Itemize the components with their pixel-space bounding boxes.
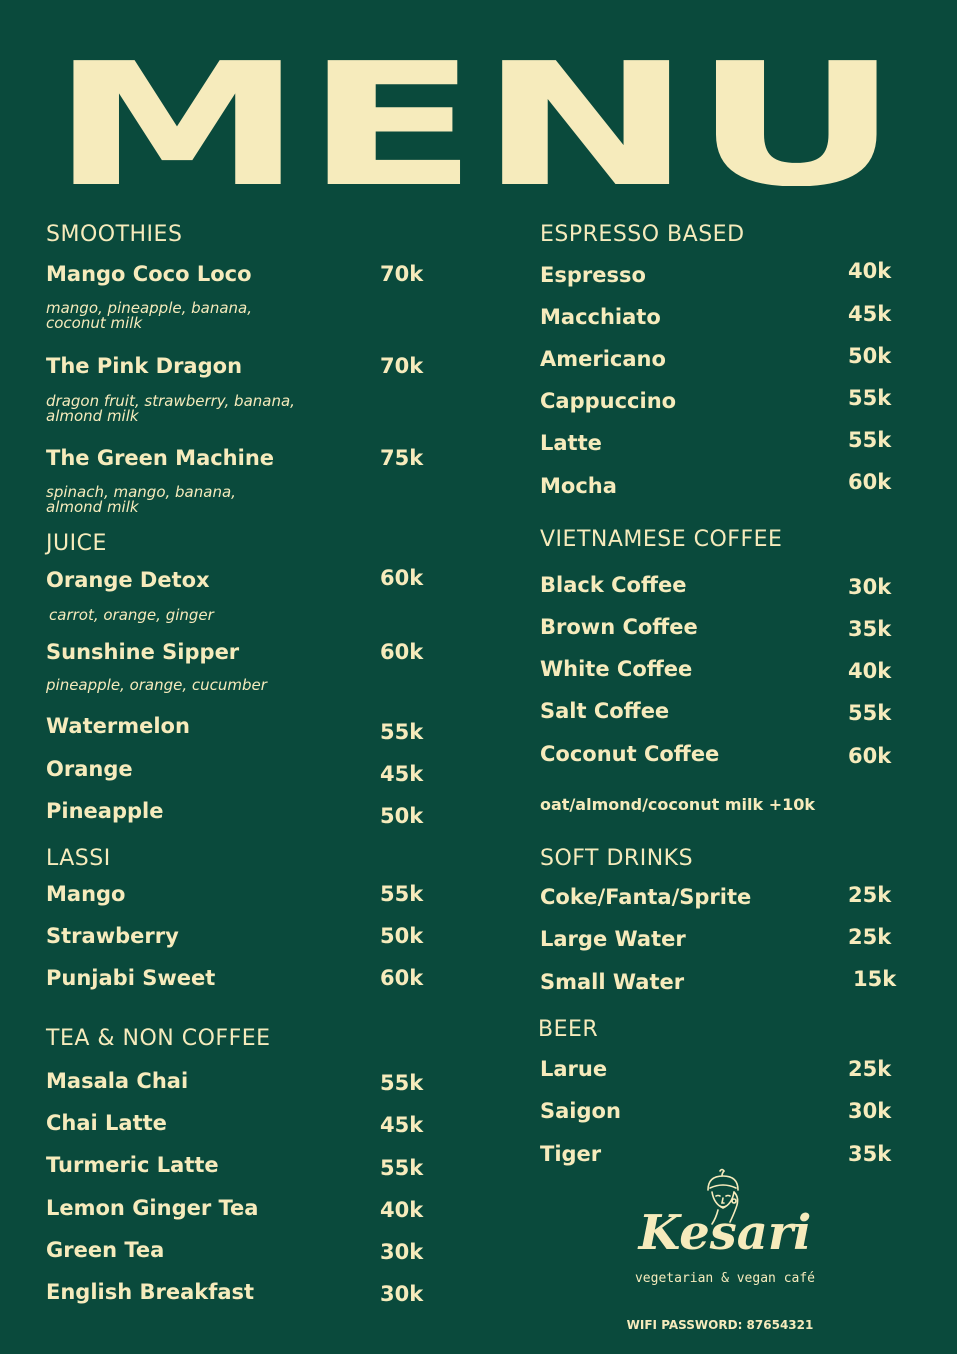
item-name: English Breakfast bbox=[46, 1280, 255, 1304]
brand-tagline: vegetarian & vegan café bbox=[634, 1271, 815, 1286]
item-name: The Pink Dragon bbox=[46, 354, 243, 378]
item-name: Mango Coco Loco bbox=[46, 262, 252, 286]
item-name: Tiger bbox=[540, 1142, 602, 1166]
menu-title-text: MENU bbox=[50, 56, 900, 186]
item-price: 40k bbox=[848, 659, 892, 683]
item-name: Black Coffee bbox=[540, 573, 687, 597]
item-price: 45k bbox=[380, 1113, 424, 1137]
milk-option-note: oat/almond/coconut milk +10k bbox=[540, 795, 816, 814]
item-name: Small Water bbox=[540, 970, 685, 994]
item-name: Sunshine Sipper bbox=[46, 640, 240, 664]
item-name: Coconut Coffee bbox=[540, 742, 720, 766]
item-price: 55k bbox=[380, 882, 424, 906]
item-description: dragon fruit, strawberry, banana, almond milk bbox=[46, 392, 295, 425]
item-price: 60k bbox=[848, 470, 892, 494]
item-name: Large Water bbox=[540, 927, 686, 951]
item-name: Green Tea bbox=[46, 1238, 165, 1262]
item-price: 30k bbox=[380, 1240, 424, 1264]
item-name: Orange bbox=[46, 757, 133, 781]
item-name: Pineapple bbox=[46, 799, 164, 823]
section-heading: VIETNAMESE COFFEE bbox=[540, 527, 783, 552]
item-description: carrot, orange, ginger bbox=[49, 606, 214, 624]
section-heading: JUICE bbox=[46, 531, 107, 556]
item-name: Salt Coffee bbox=[540, 699, 670, 723]
section-heading: SOFT DRINKS bbox=[540, 846, 694, 871]
item-price: 60k bbox=[380, 566, 424, 590]
item-price: 55k bbox=[380, 1071, 424, 1095]
section-heading: LASSI bbox=[46, 846, 111, 871]
item-name: Saigon bbox=[540, 1099, 621, 1123]
wifi-password: WIFI PASSWORD: 87654321 bbox=[626, 1318, 814, 1332]
item-price: 60k bbox=[380, 640, 424, 664]
item-price: 75k bbox=[380, 446, 424, 470]
item-price: 45k bbox=[848, 302, 892, 326]
item-price: 25k bbox=[848, 1057, 892, 1081]
section-heading: TEA & NON COFFEE bbox=[46, 1026, 271, 1051]
item-price: 60k bbox=[380, 966, 424, 990]
item-name: Chai Latte bbox=[46, 1111, 167, 1135]
menu-title bbox=[50, 56, 900, 186]
item-name: Macchiato bbox=[540, 305, 661, 329]
item-price: 30k bbox=[380, 1282, 424, 1306]
section-heading: BEER bbox=[538, 1017, 599, 1042]
item-price: 45k bbox=[380, 762, 424, 786]
item-price: 15k bbox=[853, 967, 897, 991]
item-name: Orange Detox bbox=[46, 568, 210, 592]
item-name: Cappuccino bbox=[540, 389, 677, 413]
item-price: 55k bbox=[848, 386, 892, 410]
item-name: Mocha bbox=[540, 474, 617, 498]
item-price: 55k bbox=[380, 1156, 424, 1180]
item-price: 60k bbox=[848, 744, 892, 768]
item-name: Lemon Ginger Tea bbox=[46, 1196, 259, 1220]
item-price: 30k bbox=[848, 1099, 892, 1123]
item-price: 50k bbox=[380, 924, 424, 948]
item-name: White Coffee bbox=[540, 657, 693, 681]
item-name: Espresso bbox=[540, 263, 646, 287]
item-price: 40k bbox=[380, 1198, 424, 1222]
item-price: 55k bbox=[380, 720, 424, 744]
item-name: The Green Machine bbox=[46, 446, 275, 470]
item-description: pineapple, orange, cucumber bbox=[46, 676, 267, 694]
item-description: mango, pineapple, banana, coconut milk bbox=[46, 299, 253, 332]
item-name: Turmeric Latte bbox=[46, 1153, 219, 1177]
item-name: Punjabi Sweet bbox=[46, 966, 216, 990]
item-name: Strawberry bbox=[46, 924, 179, 948]
item-price: 35k bbox=[848, 617, 892, 641]
brand-logo-text: Kesari bbox=[638, 1205, 812, 1261]
item-price: 70k bbox=[380, 354, 424, 378]
item-price: 50k bbox=[848, 344, 892, 368]
item-name: Mango bbox=[46, 882, 126, 906]
item-price: 55k bbox=[848, 701, 892, 725]
item-name: Brown Coffee bbox=[540, 615, 698, 639]
item-description: spinach, mango, banana, almond milk bbox=[46, 483, 236, 516]
item-price: 50k bbox=[380, 804, 424, 828]
item-name: Larue bbox=[540, 1057, 608, 1081]
item-price: 35k bbox=[848, 1142, 892, 1166]
item-price: 25k bbox=[848, 925, 892, 949]
section-heading: SMOOTHIES bbox=[46, 222, 183, 247]
item-price: 55k bbox=[848, 428, 892, 452]
section-heading: ESPRESSO BASED bbox=[540, 222, 745, 247]
item-name: Latte bbox=[540, 431, 602, 455]
item-name: Americano bbox=[540, 347, 666, 371]
item-name: Watermelon bbox=[46, 714, 190, 738]
item-name: Masala Chai bbox=[46, 1069, 189, 1093]
item-price: 25k bbox=[848, 883, 892, 907]
item-name: Coke/Fanta/Sprite bbox=[540, 885, 752, 909]
item-price: 40k bbox=[848, 259, 892, 283]
item-price: 70k bbox=[380, 262, 424, 286]
item-price: 30k bbox=[848, 575, 892, 599]
